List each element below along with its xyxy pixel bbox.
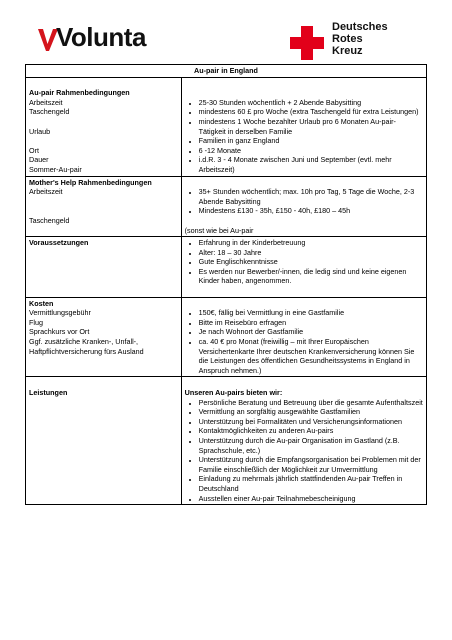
list-item: • Erfahrung in der Kinderbetreuung	[199, 238, 423, 248]
services-intro: Unseren Au-pairs bieten wir:	[184, 388, 283, 397]
list-item: • Einladung zu mehrmals jährlich stattfindenden Au-pair Treffen in Deutschland	[199, 474, 423, 493]
list-item: • Es werden nur Bewerber/-innen, die ledig sind und keine eigenen Kinder haben, angenommen.	[199, 267, 423, 286]
list-item: • Persönliche Beratung und Betreuung über die gesamte Aufenthaltszeit	[199, 398, 423, 408]
section-heading: Au-pair Rahmenbedingungen	[29, 88, 130, 98]
list-item: • Gute Englischkenntnisse	[199, 257, 423, 267]
list-item: • 6 -12 Monate	[199, 146, 423, 156]
section-heading: Kosten	[29, 298, 54, 308]
section-services	[26, 377, 427, 505]
section-aupair-conditions: Au-pair Rahmenbedingungen Arbeitszeit Taschengeld Urlaub Ort Dauer Sommer-Au-pair • 25-30 Stunden wöchentlich + 2 Abende Babysitting • mindestens 60 £ pro Woche (extra Taschengeld für extra Leistungen) • mindestens 1 Woche bezahlter Urlaub pro 6 Monaten Au-pair-Tätigkeit in derselben Familie • Familien in ganz England • 6 -12 Monate • i.d.R. 3 - 4 Monate zwischen Juni und September (evtl. mehr Arbeitszeit)	[26, 77, 427, 176]
drk-logo	[290, 22, 410, 62]
list-item: • ca. 40 € pro Monat (freiwillig – mit Ihrer Europäischen Versichertenkarte Ihrer deutschen Krankenversicherung können Sie die Leistungen des öffentlichen Gesundheitssystems in England in Anspruch nehmen.)	[199, 337, 423, 375]
section-heading: Voraussetzungen	[29, 238, 89, 248]
section-requirements	[26, 237, 427, 298]
list-item: • Unterstützung bei Formalitäten und Versicherungsinformationen	[199, 417, 423, 427]
list-item: • mindestens 1 Woche bezahlter Urlaub pro 6 Monaten Au-pair-Tätigkeit in derselben Familie	[199, 117, 423, 136]
list-item: • Alter: 18 – 30 Jahre	[199, 248, 423, 258]
list-item: • Kontaktmöglichkeiten zu anderen Au-pairs	[199, 426, 423, 436]
list-item: • 25-30 Stunden wöchentlich + 2 Abende Babysitting	[199, 98, 423, 108]
section-mothers-help: Mother's Help Rahmenbedingungen Arbeitszeit Taschengeld • 35+ Stunden wöchentlich; max. 10h pro Tag, 5 Tage die Woche, 2-3 Abende Babysitting • Mindestens £130 - 35h, £150 - 40h, £180 – 45h (sonst wie bei Au-pair	[26, 176, 427, 237]
list-item: • 150€, fällig bei Vermittlung in eine Gastfamilie	[199, 308, 423, 318]
list-item: • Unterstützung durch die Empfangsorganisation bei Problemen mit der Familie einschließlich der Möglichkeit zur Umvermittlung	[199, 455, 423, 474]
red-cross-icon	[290, 26, 324, 60]
voluntas-logo-text: Volunta	[56, 22, 146, 52]
note-text: (sonst wie bei Au-pair	[184, 225, 254, 235]
section-costs: Kosten Vermittlungsgebühr Flug Sprachkurs vor Ort Ggf. zusätzliche Kranken-, Unfall-, Haftpflichtversicherung fürs Ausland • 150€, fällig bei Vermittlung in eine Gastfamilie • Bitte im Reisebüro erfragen • Je nach Wohnort der Gastfamilie • ca. 40 € pro Monat (freiwillig – mit Ihrer Europäischen Versichertenkarte Ihrer deutschen Krankenversicherung können Sie die Leistungen des öffentlichen Gesundheitssystems in England in Anspruch nehmen.)	[26, 297, 427, 377]
list-item: • Ausstellen einer Au-pair Teilnahmebescheinigung	[199, 494, 423, 504]
page-header	[0, 0, 452, 62]
list-item: • Mindestens £130 - 35h, £150 - 40h, £180 – 45h	[199, 206, 423, 216]
section-heading: Leistungen	[29, 388, 68, 397]
list-item: • Bitte im Reisebüro erfragen	[199, 318, 423, 328]
list-item: • Vermittlung an sorgfältig ausgewählte Gastfamilien	[199, 407, 423, 417]
section-heading: Mother's Help Rahmenbedingungen	[29, 177, 152, 187]
info-table	[25, 64, 427, 505]
list-item: • i.d.R. 3 - 4 Monate zwischen Juni und September (evtl. mehr Arbeitszeit)	[199, 155, 423, 174]
list-item: • Je nach Wohnort der Gastfamilie	[199, 327, 423, 337]
list-item: • 35+ Stunden wöchentlich; max. 10h pro Tag, 5 Tage die Woche, 2-3 Abende Babysitting	[199, 187, 423, 206]
drk-logo-text: Deutsches Rotes Kreuz	[332, 21, 388, 57]
document-title: Au-pair in England	[26, 65, 427, 78]
list-item: • Familien in ganz England	[199, 136, 423, 146]
list-item: • mindestens 60 £ pro Woche (extra Taschengeld für extra Leistungen)	[199, 107, 423, 117]
list-item: • Unterstützung durch die Au-pair Organisation im Gastland (z.B. Sprachschule, etc.)	[199, 436, 423, 455]
